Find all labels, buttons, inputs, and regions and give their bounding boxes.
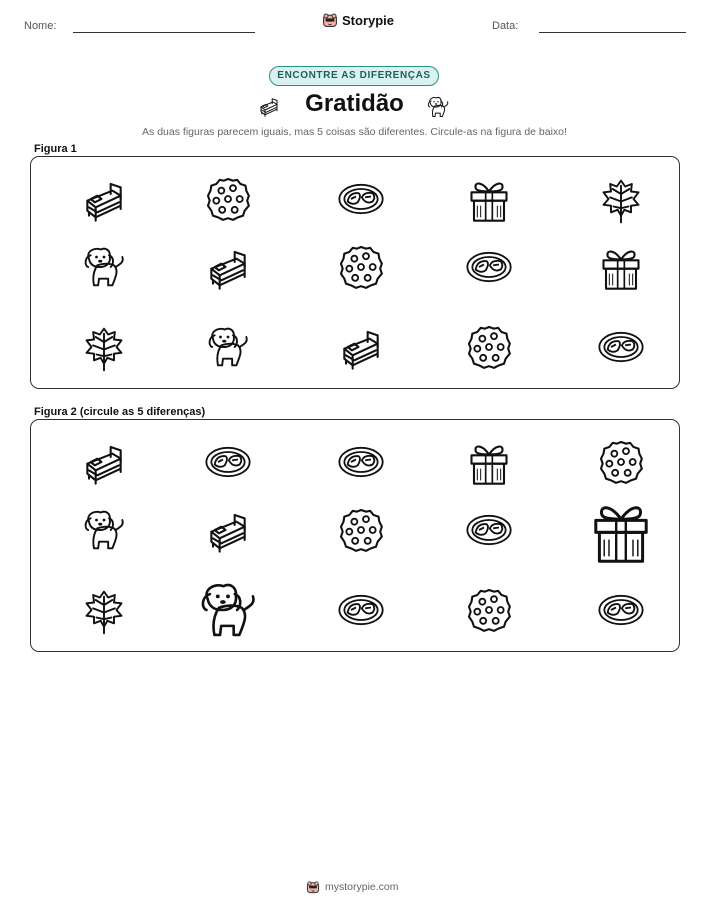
plate-icon[interactable] [596,585,646,635]
plate-icon [464,242,514,292]
plate-icon [596,322,646,372]
brand-logo [322,12,394,28]
date-line[interactable] [539,32,686,33]
bed-icon[interactable] [203,505,253,555]
figure1-panel [30,156,680,389]
storypie-logo-icon [306,880,320,894]
plate-icon[interactable] [336,437,386,487]
dog-icon [79,242,129,292]
footer-url: mystorypie.com [325,881,399,893]
leaf-icon [79,322,129,372]
date-label: Data: [492,20,519,32]
instructions-text: As duas figuras parecem iguais, mas 5 coisas são diferentes. Circule-as na figura de baixo! [142,126,567,138]
plate-icon[interactable] [336,585,386,635]
cookie-icon [336,242,386,292]
gift-icon[interactable] [464,437,514,487]
bed-icon[interactable] [79,437,129,487]
page-title: Gratidão [305,90,404,117]
gift-icon [596,242,646,292]
leaf-icon [596,174,646,224]
name-line[interactable] [73,32,255,33]
activity-badge: ENCONTRE AS DIFERENÇAS [269,66,439,86]
leaf-icon[interactable] [79,585,129,635]
plate-icon [336,174,386,224]
footer [306,880,399,894]
plate-icon[interactable] [464,505,514,555]
figure2-label: Figura 2 (circule as 5 diferenças) [34,406,206,418]
gift-icon [464,174,514,224]
gift-icon[interactable] [585,494,657,566]
bed-icon [336,322,386,372]
dog-icon[interactable] [194,576,262,644]
cookie-icon[interactable] [596,437,646,487]
cookie-icon [203,174,253,224]
cookie-icon[interactable] [336,505,386,555]
cookie-icon[interactable] [464,585,514,635]
brand-name: Storypie [342,12,395,28]
dog-icon [424,94,452,120]
plate-icon[interactable] [203,437,253,487]
figure2-panel[interactable] [30,419,680,652]
bed-icon [79,174,129,224]
dog-icon[interactable] [79,505,129,555]
cookie-icon [464,322,514,372]
name-label: Nome: [24,20,57,32]
storypie-logo-icon [322,12,338,28]
dog-icon [203,322,253,372]
figure1-label: Figura 1 [34,143,77,155]
bed-icon [203,242,253,292]
